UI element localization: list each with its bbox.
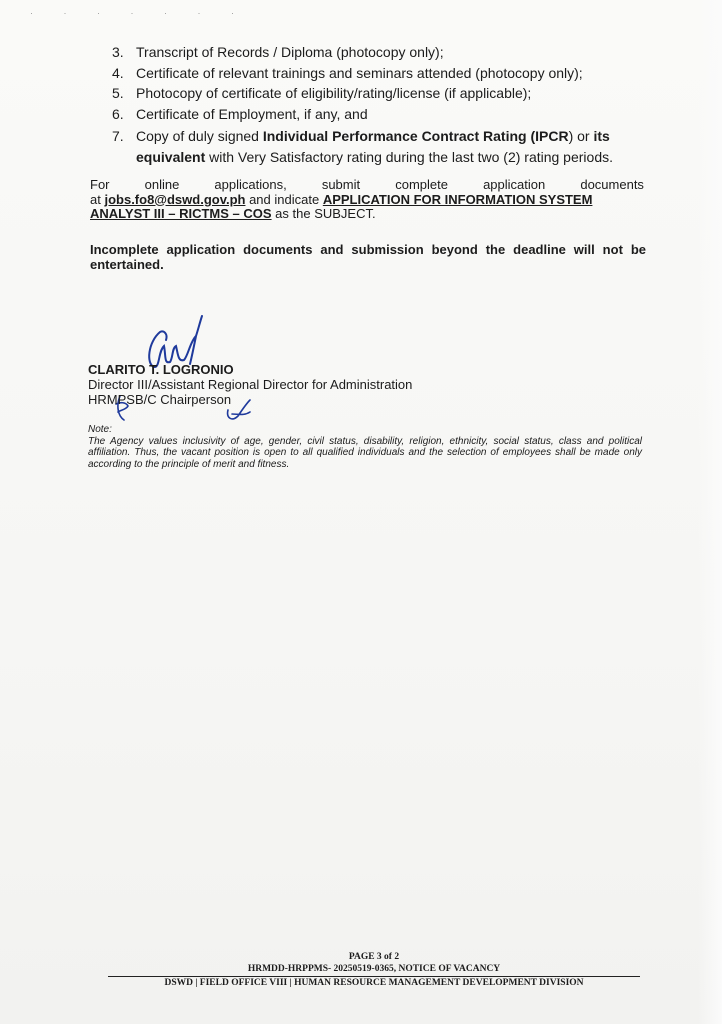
online-line-2 [90,193,644,222]
page-footer [108,952,640,990]
online-line-1 [90,178,644,193]
word: documents [580,177,644,192]
requirement-text: Photocopy of certificate of eligibility/rating/license (if applicable); [136,85,532,101]
indicate-text: and indicate [245,191,323,207]
office-name: DSWD | FIELD OFFICE VIII | HUMAN RESOURCE MANAGEMENT DEVELOPMENT DIVISION [164,978,584,988]
word: applications, [214,177,287,192]
note-label: Note: [88,424,112,435]
page-number: PAGE 3 of 2 [348,952,400,962]
online-application-paragraph [90,178,644,222]
scan-edge-shadow [698,0,722,1024]
word: application [483,177,546,192]
subject-suffix: as the SUBJECT. [271,206,376,221]
signatory-block [88,362,412,407]
requirement-number: 5. [112,85,124,101]
requirement-number: 4. [112,64,124,81]
at-text: at [90,191,105,207]
requirement-item [112,126,652,168]
note-text: The Agency values inclusivity of age, gender, civil status, disability, religion, ethnicity, social status, class and political affiliation. Thus, the vacant position is open to all qualified individuals and the selection of employees shall be made only according to the principle of merit and fitness. [88,435,642,470]
word: complete [395,177,448,192]
inclusivity-note [88,424,642,470]
ipcr-bold: Individual Performance Contract Rating (IPCR [262,128,569,144]
email-link[interactable]: jobs.fo8@dswd.gov.ph [104,191,246,207]
signatory-name: CLARITO T. LOGRONIO [88,362,234,377]
requirement-text-post: with Very Satisfactory rating during the last two (2) rating periods. [205,149,613,165]
requirement-text: Certificate of Employment, if any, and [136,105,368,122]
requirement-item [112,104,652,125]
requirement-text-pre: Copy of duly signed [136,128,263,144]
requirement-text: Transcript of Records / Diploma (photocopy only); [136,44,444,60]
requirement-text-mid: ) or [568,128,594,144]
equivalent-bold: its equivalent [136,128,610,165]
signatory-title: Director III/Assistant Regional Director for Administration [88,377,413,392]
requirement-item [112,83,652,104]
word: submit [321,177,361,192]
requirement-number: 7. [112,128,124,144]
incomplete-notice: Incomplete application documents and submission beyond the deadline will not be entertained. [90,242,646,272]
signatory-role: HRMPSB/C Chairperson [88,392,232,407]
scan-speckles: · · · · · · · [30,8,248,18]
requirements-list [112,42,652,168]
requirement-item [112,42,652,63]
word: For [90,177,110,192]
subject-line: APPLICATION FOR INFORMATION SYSTEM ANALYST III – RICTMS – COS [90,191,593,221]
requirement-number: 3. [112,44,124,60]
requirement-text: Certificate of relevant trainings and seminars attended (photocopy only); [136,64,583,81]
document-reference: HRMDD-HRPPMS- 20250519-0365, NOTICE OF VACANCY [247,963,501,974]
requirement-item [112,63,652,84]
requirement-number: 6. [112,105,124,122]
word: online [144,177,180,192]
footer-divider [108,976,640,977]
